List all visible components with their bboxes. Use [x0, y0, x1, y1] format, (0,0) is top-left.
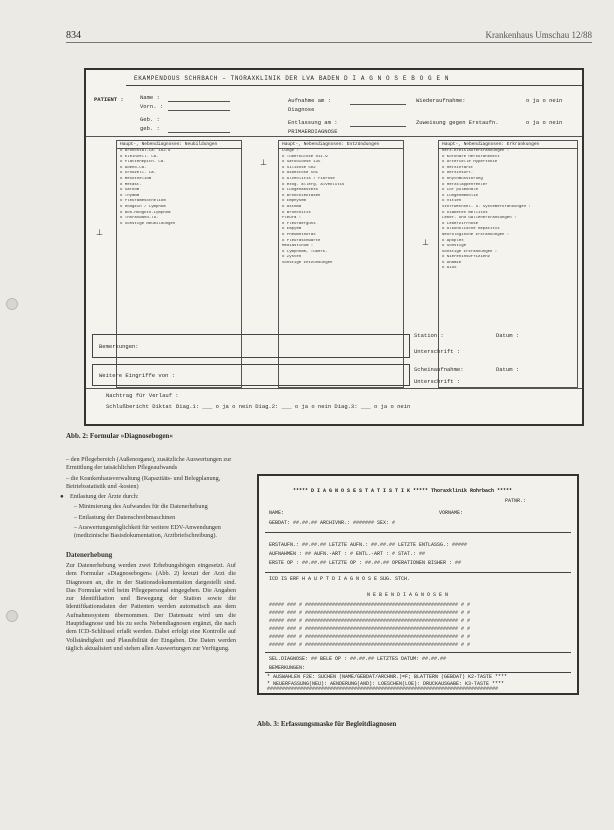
zuweisung-label: Zuweisung gegen Erstaufn. — [416, 119, 499, 126]
text-sub-item: – Minimierung des Aufwandes für die Datenerhebung — [74, 503, 208, 511]
checklist-item: o Lungenabszess — [282, 188, 319, 193]
checklist-item: o Pleuraschwarte — [282, 238, 321, 243]
text-sub-item: – Entlastung der Datenschreibmaschinen — [74, 513, 176, 521]
erstaufn-row: ERSTAUFN.: ##.##.## LETZTE AUFN.: ##.##.## LETZTE ENTLASSG.: ##### — [269, 542, 468, 548]
checklist-item: o Zysten — [282, 255, 302, 260]
checklist-item: o Lungenembolie — [442, 193, 479, 198]
bullet-icon: ● — [60, 493, 64, 501]
help-line-1: * AUSWAHLEN F2E: SUCHEN (NAME/GEBDAT/ARCHNR.)=F; BLATTERN (GEBDAT) K2-TASTE **** — [267, 674, 508, 680]
zuweisung-choice: o ja o nein — [526, 119, 563, 126]
checklist-item: o Mesotheliom — [120, 176, 152, 181]
text-sub-item: – Auswertungsmöglichkeit für weitere EDV-Anwendungen (medizinische Basisdokumentation, Arztbriefschreibung). — [74, 524, 221, 540]
diagnosis-form-figure — [84, 68, 584, 426]
final-report-label: Schlußbericht Diktat : — [106, 403, 179, 410]
help-line-2: * NEUERFASSUNG(NEU): AENDERUNG(AND): LOESCHEN(LOE): DRUCKAUSGABE: K3-TASTE **** — [267, 681, 505, 687]
wiederaufnahme-label: Wiederaufnahme: — [416, 97, 466, 104]
bottom-fill: ############################################################################# — [267, 686, 499, 692]
gebdat-label: geb. : — [140, 125, 160, 132]
name-label: Name : — [140, 94, 160, 101]
checklist-item: o Koronare Herzkrankheit — [442, 154, 500, 159]
journal-title: Krankenhaus Umschau 12/88 — [485, 30, 592, 40]
checklist-item: o Asbestose 501 — [282, 171, 319, 176]
checklist-item: o Empyem — [282, 227, 302, 232]
checklist-item: o Pleuraerguss — [282, 221, 316, 226]
checklist-item: o Apoplex — [442, 238, 464, 243]
icd-row: ##### ### # ################################################### # # — [269, 634, 471, 640]
checklist-item: o Rhythmusstörung — [442, 176, 483, 181]
bullet-text: Entlastung der Ärzte durch: — [70, 493, 139, 501]
section-paragraph: Zur Datenerhebung werden zwei Erhebungsbögen eingesetzt. Auf dem Formular »Diagnosebogen« (Abb. 2) kreuzt der Arzt die Diagnosen an, die in der Stationsdokumentation dargestellt sind. Das Formular wird beim Pflegepersonal eingegeben. Die Angaben zur Identifikation und Bewegung der Station sowie die Identifikationsdaten der Patienten werden automatisch aus dem Aufnahmesystem übernommen. Der Datensatz wird um die Hauptdiagnose und bis zu sechs Nebendiagnosen ergänzt, die nach dem ICD-Schlüssel erfaßt werden. Dabei erfolgt eine Kontrolle auf Vollständigkeit und Plausibilität der Eingaben. Die Daten werden täglich aktualisiert und stehen allen Auswertungen zur Verfügung. — [66, 561, 236, 652]
checklist-item: o Sarkom — [120, 188, 140, 193]
icd-row: ##### ### # ################################################### # # — [269, 626, 471, 632]
aufnahme-label: Aufnahme am : — [288, 97, 331, 104]
checklist-item: o Bronchiektasen — [282, 193, 321, 198]
screen-title: ***** D I A G N O S E S T A T I S T I K ***** Thoraxklinik Rohrbach ***** — [293, 488, 513, 494]
remarks-label: Bemerkungen: — [99, 343, 139, 350]
text-list-item: – den Pflegebereich (Außenorgane), zusätzliche Auswertungen zur Ermittlung der tatsächlichen Pflegeaufwands — [66, 456, 232, 472]
patient-label: PATIENT : — [94, 96, 124, 103]
figure-3-caption: Abb. 3: Erfassungsmaske für Begleitdiagnosen — [257, 720, 397, 728]
checklist-item: Sonstige Entzündungen — [282, 260, 333, 265]
wiederaufnahme-choice: o ja o nein — [526, 97, 563, 104]
checklist-item: o exog. allerg. Alveolitis — [282, 182, 345, 187]
checklist-item: o Thoraxwand-Tu. — [120, 216, 159, 221]
page-number: 834 — [66, 30, 81, 41]
admission-label: Scheinaufnahme: — [414, 366, 464, 373]
bracket-marker: ⊥ — [260, 158, 267, 167]
remarks-box — [92, 334, 410, 358]
checklist-item: o Vitien — [442, 199, 462, 204]
checklist-item: o Arterielle Hypertonie — [442, 160, 498, 165]
checklist-item: o AIDS — [442, 266, 457, 271]
icd-row: ##### ### # ################################################### # # — [269, 642, 471, 648]
station-label: Station : — [414, 332, 444, 339]
column-title: Haupt-, Nebendiagnosen: Erkrankungen — [439, 141, 577, 149]
signature-label-2: Unterschrift : — [414, 378, 461, 385]
sel-row: SEL.DIAGNOSE: ## BELE OP : ##.##.## LETZTES DATUM: ##.##.## — [269, 656, 447, 662]
checklist-item: o Sonstige Neubildungen — [120, 221, 176, 226]
datum-label: Datum : — [496, 332, 520, 339]
checklist-item: o Diabetes mellitus — [442, 210, 488, 215]
binder-hole — [6, 610, 18, 622]
gebdat-row: GEBDAT: ##.##.## ARCHIVNR.: ####### SEX: # — [269, 520, 396, 526]
checklist-item: o Asthma — [282, 204, 302, 209]
checklist-item: Sonstige Erkrankungen : — [442, 249, 498, 254]
icd-row: ##### ### # ################################################### # # — [269, 618, 471, 624]
checklist-item: o Cor pulmonale — [442, 188, 479, 193]
entlassung-label: Entlassung am : — [288, 119, 338, 126]
icd-table-header: ICD IS ERF H A U P T D I A G N O S E SUG. STCH. — [269, 576, 411, 582]
checklist-item: o Alkoholische Hepatitis — [442, 227, 500, 232]
signature-label: Unterschrift : — [414, 348, 461, 355]
checklist-item: o Thymom — [120, 193, 140, 198]
checklist-item: o Sonstige — [442, 244, 467, 249]
datum-label-2: Datum : — [496, 366, 520, 373]
checklist-item: o Alveolitis / Fibrose — [282, 176, 335, 181]
column-title: Haupt-, Nebendiagnosen: Neubildungen — [117, 141, 241, 149]
checklist-item: o Plattenepith. Ca. — [120, 160, 166, 165]
checklist-item: o Tuberkulose 011.9 — [282, 154, 328, 159]
text-list-item: – die Krankenhausverwaltung (Kapazitäts- und Belegplanung, Betriebsstatistik und -kosten) — [66, 474, 221, 490]
bracket-marker: ⊥ — [96, 228, 103, 237]
checklist-item: o Kleinzell. Ca. — [120, 154, 159, 159]
addendum-label: Nachtrag für Verlauf : — [106, 392, 179, 399]
checklist-item: o Metast. — [120, 182, 142, 187]
procedure-label: Weitere Eingriffe von : — [99, 372, 175, 379]
checklist-item: o Leberzirrhose — [442, 221, 479, 226]
icd-row: ##### ### # ################################################### # # — [269, 610, 471, 616]
checklist-item: o Bronchitis — [282, 210, 311, 215]
figure-2-caption: Abb. 2: Formular »Diagnosebogen« — [66, 432, 173, 440]
neben-header: N E B E N D I A G N O S E N — [367, 592, 449, 598]
article-text-column — [60, 456, 236, 655]
footer-diagnosis-row: Diag.1: ___ o ja o nein Diag.2: ___ o ja o nein Diag.3: ___ o ja o nein — [176, 403, 411, 410]
name-label: NAME: — [269, 510, 285, 516]
checklist-item: o Emphysem — [282, 199, 307, 204]
checklist-item: Herz-Kreislauferkrankungen : — [442, 149, 510, 153]
patnr-label: PATNR.: — [505, 498, 527, 504]
entry-mask-figure — [257, 474, 579, 695]
binder-hole — [6, 298, 18, 310]
vorname-label: VORNAME: — [439, 510, 464, 516]
checklist-item: Lunge : — [282, 149, 299, 153]
geb-label: Geb. : — [140, 116, 160, 123]
checklist-item: Neurologische Erkrankungen : — [442, 232, 510, 237]
checklist-item: o Herzinfarkt — [442, 165, 474, 170]
header-rule — [66, 42, 592, 43]
procedure-box — [92, 364, 410, 386]
form-title: EKAMPENDOUS SCHRBACH – TNORAXKLINIK DER LVA BADEN D I A G N O S E B O G E N — [126, 72, 582, 86]
checklist-item: o Pneumothorax — [282, 232, 316, 237]
checklist-item: o Anämie — [442, 260, 462, 265]
checklist-item: o Großzell. Ca. — [120, 171, 157, 176]
checklist-item: Pleura : — [282, 216, 302, 221]
checklist-item: o Non-Hodgkin-Lymphom — [120, 210, 171, 215]
checklist-item: o Bronchial-Ca. 162.9 — [120, 149, 171, 153]
checklist-item: o Lymphome, Tuberk. — [282, 249, 328, 254]
aufnahmen-row: AUFNAHMEN : ## AUFN.-ART : # ENTL.-ART : # STAT.: ## — [269, 551, 426, 557]
column-title: Haupt-, Nebendiagnosen: Entzündungen — [279, 141, 403, 149]
checklist-item: o Pleuramesotheliom — [120, 199, 166, 204]
diagnose-label: Diagnose — [288, 106, 315, 113]
checklist-item: o Herzklappenfehler — [442, 182, 488, 187]
bracket-marker: ⊥ — [422, 238, 429, 247]
vorname-label: Vorn. : — [140, 103, 164, 110]
erste-op-row: ERSTE OP : ##.##.## LETZTE OP : ##.##.## OPERATIONEN BISHER : ## — [269, 560, 462, 566]
checklist-item: Leber- und Gallenerkrankungen : — [442, 216, 517, 221]
checklist-item: o Silikose 502 — [282, 165, 316, 170]
checklist-item: o Hodgkin / Lymphom — [120, 204, 166, 209]
checklist-item: o Herzinsuff. — [442, 171, 474, 176]
checklist-item: o Niereninsuffizienz — [442, 255, 491, 260]
checklist-item: o Adeno-Ca. — [120, 165, 147, 170]
section-heading: Datenerhebung — [66, 550, 113, 559]
checklist-item: Stoffwechsel- u. Systemerkrankungen : — [442, 204, 531, 209]
primaer-label: PRIMAERDIAGNOSE — [288, 128, 338, 135]
checklist-item: Mediastinum : — [282, 244, 314, 249]
icd-row: ##### ### # ################################################### # # — [269, 602, 471, 608]
bemerkungen-label: BEMERKUNGEN: — [269, 665, 306, 671]
checklist-item: o Sarkoidose 135 — [282, 160, 321, 165]
